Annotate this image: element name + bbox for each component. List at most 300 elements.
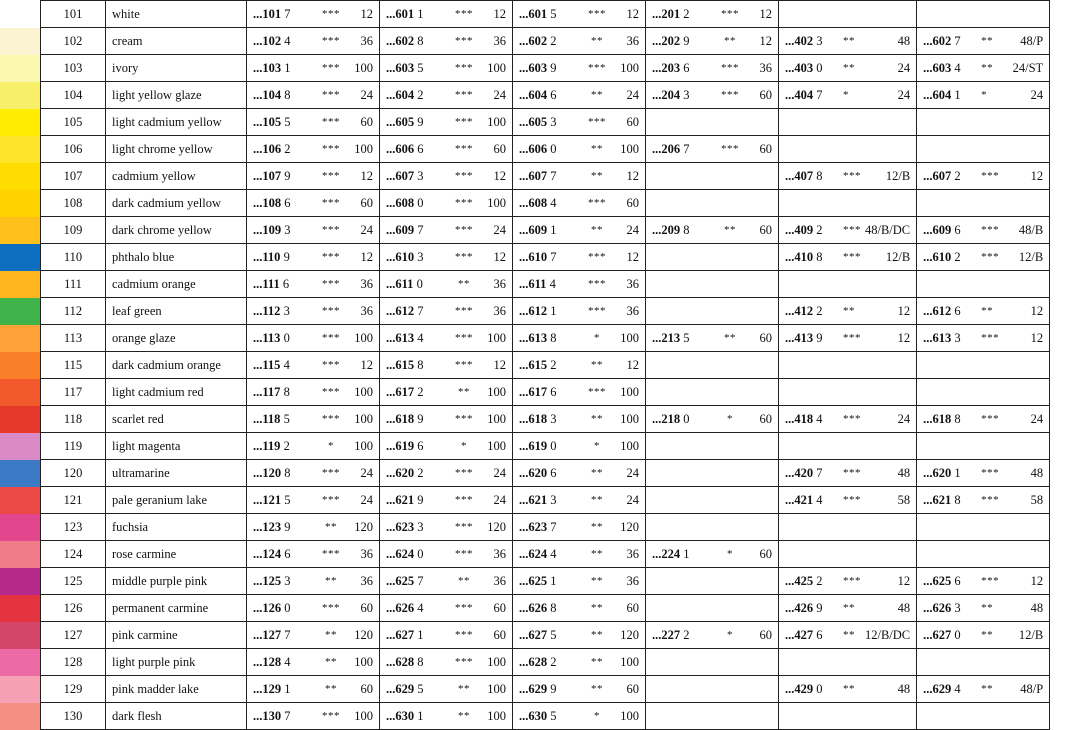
color-number: 111 xyxy=(41,271,106,298)
product-code: ...108 6 xyxy=(253,195,291,210)
product-code-entry xyxy=(917,622,1049,648)
color-name: cadmium orange xyxy=(106,271,247,298)
product-code: ...629 9 xyxy=(519,681,557,696)
product-code-entry xyxy=(380,136,512,162)
product-code-cell xyxy=(646,190,779,217)
pack-size: 12 xyxy=(626,357,639,372)
color-number: 123 xyxy=(41,514,106,541)
product-code-entry xyxy=(779,298,916,324)
pack-size: 12 xyxy=(360,357,373,372)
product-code: ...120 8 xyxy=(253,465,291,480)
product-code-cell xyxy=(247,352,380,379)
product-code-entry xyxy=(380,676,512,702)
product-code-cell xyxy=(513,271,646,298)
lightfastness-rating: * xyxy=(328,440,334,452)
product-code: ...626 3 xyxy=(923,600,961,615)
lightfastness-rating: ** xyxy=(591,575,603,587)
product-code-cell xyxy=(779,109,917,136)
lightfastness-rating: *** xyxy=(322,386,340,398)
table-row xyxy=(0,217,1050,244)
product-code-entry xyxy=(380,352,512,378)
table-row xyxy=(0,109,1050,136)
lightfastness-rating: ** xyxy=(591,467,603,479)
lightfastness-rating: * xyxy=(981,89,988,101)
product-code-cell xyxy=(513,622,646,649)
color-number: 102 xyxy=(41,28,106,55)
lightfastness-rating: * xyxy=(594,440,600,452)
product-code: ...610 3 xyxy=(386,249,424,264)
color-name: dark flesh xyxy=(106,703,247,730)
color-number: 117 xyxy=(41,379,106,406)
pack-size: 24 xyxy=(626,492,639,507)
table-row xyxy=(0,1,1050,28)
color-name: dark cadmium orange xyxy=(106,352,247,379)
product-code-cell xyxy=(917,460,1050,487)
product-code: ...610 2 xyxy=(923,249,961,264)
product-code-cell xyxy=(646,676,779,703)
pack-size: 48 xyxy=(897,600,911,615)
product-code: ...612 6 xyxy=(923,303,961,318)
pack-size: 24 xyxy=(360,87,373,102)
product-code: ...213 5 xyxy=(652,330,690,345)
pack-size: 12 xyxy=(626,249,639,264)
color-number: 128 xyxy=(41,649,106,676)
product-code-cell xyxy=(917,541,1050,568)
lightfastness-rating: ** xyxy=(591,494,603,506)
product-code-cell xyxy=(247,595,380,622)
product-code-entry xyxy=(779,82,916,108)
pack-size: 48 xyxy=(897,33,911,48)
lightfastness-rating: ** xyxy=(458,278,470,290)
product-code: ...608 0 xyxy=(386,195,424,210)
product-code-cell xyxy=(513,55,646,82)
product-code: ...402 3 xyxy=(785,33,823,48)
product-code-entry xyxy=(247,460,379,486)
product-code-cell xyxy=(513,28,646,55)
color-name: light purple pink xyxy=(106,649,247,676)
color-name: light magenta xyxy=(106,433,247,460)
product-code-entry xyxy=(917,28,1049,54)
product-code: ...126 0 xyxy=(253,600,291,615)
product-code: ...621 9 xyxy=(386,492,424,507)
product-code: ...129 1 xyxy=(253,681,291,696)
lightfastness-rating: *** xyxy=(322,251,340,263)
product-code-cell xyxy=(779,703,917,730)
pack-size: 100 xyxy=(620,708,639,723)
product-code-cell xyxy=(513,460,646,487)
product-code-entry xyxy=(247,676,379,702)
product-code-cell xyxy=(646,649,779,676)
pack-size: 60 xyxy=(759,546,772,561)
pack-size: 60 xyxy=(493,600,506,615)
table-row xyxy=(0,190,1050,217)
product-code-cell xyxy=(779,136,917,163)
product-code-entry xyxy=(917,595,1049,621)
pack-size: 48/P xyxy=(1020,681,1044,696)
product-code-cell xyxy=(646,541,779,568)
pack-size: 100 xyxy=(620,384,639,399)
product-code-cell xyxy=(513,325,646,352)
product-code: ...613 3 xyxy=(923,330,961,345)
product-code: ...102 4 xyxy=(253,33,291,48)
product-code-entry xyxy=(247,568,379,594)
product-code-entry xyxy=(646,541,778,567)
color-swatch xyxy=(0,55,41,82)
table-row xyxy=(0,676,1050,703)
lightfastness-rating: *** xyxy=(322,305,340,317)
product-code-cell xyxy=(646,136,779,163)
product-code: ...607 7 xyxy=(519,168,557,183)
pack-size: 60 xyxy=(759,330,772,345)
product-code: ...218 0 xyxy=(652,411,690,426)
product-code: ...606 6 xyxy=(386,141,424,156)
pack-size: 36 xyxy=(626,303,639,318)
product-code-cell xyxy=(779,244,917,271)
product-code-entry xyxy=(247,325,379,351)
table-row xyxy=(0,379,1050,406)
lightfastness-rating: *** xyxy=(843,332,861,344)
product-code-cell xyxy=(513,217,646,244)
product-code-cell xyxy=(917,568,1050,595)
lightfastness-rating: *** xyxy=(322,116,340,128)
product-code-cell xyxy=(513,406,646,433)
lightfastness-rating: *** xyxy=(981,170,1000,182)
pack-size: 48 xyxy=(897,465,911,480)
product-code-entry xyxy=(247,433,379,459)
product-code-cell xyxy=(247,703,380,730)
product-code-cell xyxy=(513,1,646,28)
lightfastness-rating: *** xyxy=(322,8,340,20)
product-code: ...613 4 xyxy=(386,330,424,345)
product-code-cell xyxy=(247,433,380,460)
color-number: 105 xyxy=(41,109,106,136)
lightfastness-rating: *** xyxy=(455,197,473,209)
product-code-cell xyxy=(779,217,917,244)
product-code: ...617 6 xyxy=(519,384,557,399)
product-code: ...603 5 xyxy=(386,60,424,75)
color-swatch xyxy=(0,703,41,730)
product-code-cell xyxy=(513,568,646,595)
table-row xyxy=(0,514,1050,541)
product-code-entry xyxy=(513,298,645,324)
table-row xyxy=(0,622,1050,649)
product-code-entry xyxy=(917,217,1049,243)
product-code: ...627 5 xyxy=(519,627,557,642)
product-code-cell xyxy=(779,379,917,406)
product-code-cell xyxy=(779,406,917,433)
lightfastness-rating: ** xyxy=(458,386,470,398)
product-code: ...206 7 xyxy=(652,141,690,156)
color-number: 126 xyxy=(41,595,106,622)
product-code-cell xyxy=(917,244,1050,271)
product-code-cell xyxy=(380,460,513,487)
pack-size: 36 xyxy=(493,33,506,48)
color-number: 119 xyxy=(41,433,106,460)
pack-size: 36 xyxy=(360,303,373,318)
product-code-cell xyxy=(513,541,646,568)
product-code-cell xyxy=(646,406,779,433)
product-code-entry xyxy=(917,244,1049,270)
product-code-cell xyxy=(646,595,779,622)
product-code-entry xyxy=(380,595,512,621)
product-code: ...621 8 xyxy=(923,492,961,507)
pack-size: 24 xyxy=(360,222,373,237)
lightfastness-rating: ** xyxy=(843,629,855,641)
product-code-cell xyxy=(917,1,1050,28)
product-code: ...615 8 xyxy=(386,357,424,372)
product-code-cell xyxy=(917,676,1050,703)
color-swatch xyxy=(0,109,41,136)
table-row xyxy=(0,649,1050,676)
lightfastness-rating: * xyxy=(461,440,467,452)
lightfastness-rating: *** xyxy=(455,89,473,101)
product-code-entry xyxy=(646,136,778,162)
product-code-entry xyxy=(646,82,778,108)
pack-size: 60 xyxy=(759,411,772,426)
product-code: ...619 0 xyxy=(519,438,557,453)
product-code-cell xyxy=(646,352,779,379)
pack-size: 60 xyxy=(360,681,373,696)
product-code: ...623 7 xyxy=(519,519,557,534)
pack-size: 36 xyxy=(759,60,772,75)
product-code-cell xyxy=(917,406,1050,433)
product-code-entry xyxy=(779,568,916,594)
product-code-entry xyxy=(779,325,916,351)
product-code: ...607 3 xyxy=(386,168,424,183)
color-name: pale geranium lake xyxy=(106,487,247,514)
pack-size: 24 xyxy=(493,87,506,102)
color-swatch xyxy=(0,1,41,28)
product-code-entry xyxy=(380,568,512,594)
product-code: ...103 1 xyxy=(253,60,291,75)
product-code: ...623 3 xyxy=(386,519,424,534)
table-row xyxy=(0,82,1050,109)
product-code-entry xyxy=(380,1,512,27)
product-code-entry xyxy=(917,676,1049,702)
product-code: ...617 2 xyxy=(386,384,424,399)
pack-size: 58 xyxy=(897,492,911,507)
lightfastness-rating: ** xyxy=(458,683,470,695)
product-code-entry xyxy=(513,271,645,297)
product-code-cell xyxy=(917,136,1050,163)
pack-size: 60 xyxy=(493,627,506,642)
pack-size: 100 xyxy=(487,114,506,129)
color-name: light yellow glaze xyxy=(106,82,247,109)
product-code: ...618 8 xyxy=(923,411,961,426)
product-code-cell xyxy=(247,190,380,217)
product-code-entry xyxy=(247,55,379,81)
lightfastness-rating: * xyxy=(727,413,733,425)
color-swatch xyxy=(0,298,41,325)
product-code-cell xyxy=(917,298,1050,325)
color-swatch xyxy=(0,190,41,217)
product-code-cell xyxy=(380,325,513,352)
pack-size: 60 xyxy=(759,141,772,156)
color-swatch xyxy=(0,541,41,568)
product-code: ...104 8 xyxy=(253,87,291,102)
product-code: ...111 6 xyxy=(253,276,290,291)
product-code-cell xyxy=(513,676,646,703)
lightfastness-rating: *** xyxy=(721,8,739,20)
product-code: ...606 0 xyxy=(519,141,557,156)
product-code-entry xyxy=(917,82,1049,108)
product-code: ...117 8 xyxy=(253,384,290,399)
color-swatch xyxy=(0,514,41,541)
lightfastness-rating: *** xyxy=(322,710,340,722)
color-number: 127 xyxy=(41,622,106,649)
color-swatch xyxy=(0,28,41,55)
product-code: ...101 7 xyxy=(253,6,291,21)
lightfastness-rating: *** xyxy=(455,548,473,560)
color-name: white xyxy=(106,1,247,28)
product-code-entry xyxy=(380,703,512,729)
product-code-entry xyxy=(380,487,512,513)
product-code-entry xyxy=(779,595,916,621)
color-swatch xyxy=(0,568,41,595)
product-code: ...626 4 xyxy=(386,600,424,615)
lightfastness-rating: *** xyxy=(322,143,340,155)
color-swatch xyxy=(0,595,41,622)
product-code: ...619 6 xyxy=(386,438,424,453)
lightfastness-rating: ** xyxy=(843,62,855,74)
lightfastness-rating: ** xyxy=(981,62,994,74)
lightfastness-rating: *** xyxy=(455,521,473,533)
product-code: ...629 4 xyxy=(923,681,961,696)
product-code-cell xyxy=(380,595,513,622)
product-code-entry xyxy=(247,244,379,270)
lightfastness-rating: ** xyxy=(591,548,603,560)
product-code: ...429 0 xyxy=(785,681,823,696)
pack-size: 48/B/DC xyxy=(865,222,911,237)
lightfastness-rating: *** xyxy=(455,116,473,128)
product-code-cell xyxy=(646,55,779,82)
product-code: ...604 2 xyxy=(386,87,424,102)
product-code-cell xyxy=(779,568,917,595)
product-code: ...608 4 xyxy=(519,195,557,210)
product-code-cell xyxy=(247,163,380,190)
product-code-entry xyxy=(380,109,512,135)
product-code-cell xyxy=(779,595,917,622)
lightfastness-rating: *** xyxy=(455,170,473,182)
product-code-cell xyxy=(779,82,917,109)
lightfastness-rating: ** xyxy=(843,35,855,47)
product-code-cell xyxy=(779,487,917,514)
color-name: leaf green xyxy=(106,298,247,325)
product-code: ...624 0 xyxy=(386,546,424,561)
product-code: ...611 4 xyxy=(519,276,556,291)
lightfastness-rating: ** xyxy=(843,602,855,614)
product-code-entry xyxy=(779,622,916,648)
product-code: ...413 9 xyxy=(785,330,823,345)
product-code: ...601 5 xyxy=(519,6,557,21)
product-code-cell xyxy=(779,541,917,568)
lightfastness-rating: *** xyxy=(322,467,340,479)
product-code-cell xyxy=(247,82,380,109)
color-swatch xyxy=(0,136,41,163)
product-code-cell xyxy=(513,109,646,136)
product-code: ...625 1 xyxy=(519,573,557,588)
color-swatch xyxy=(0,244,41,271)
product-code-entry xyxy=(646,55,778,81)
pack-size: 60 xyxy=(626,195,639,210)
product-code: ...203 6 xyxy=(652,60,690,75)
product-code-cell xyxy=(646,163,779,190)
lightfastness-rating: ** xyxy=(325,683,337,695)
pack-size: 100 xyxy=(354,654,373,669)
product-code-entry xyxy=(646,1,778,27)
product-code-cell xyxy=(779,271,917,298)
pack-size: 100 xyxy=(354,411,373,426)
product-code: ...418 4 xyxy=(785,411,823,426)
product-code: ...609 1 xyxy=(519,222,557,237)
pack-size: 100 xyxy=(487,411,506,426)
product-code-entry xyxy=(247,136,379,162)
product-code-cell xyxy=(779,676,917,703)
pack-size: 12/B xyxy=(1018,249,1044,264)
product-code-cell xyxy=(247,676,380,703)
table-row xyxy=(0,325,1050,352)
product-code-entry xyxy=(247,217,379,243)
pack-size: 60 xyxy=(626,681,639,696)
pack-size: 24/ST xyxy=(1012,60,1044,75)
pack-size: 100 xyxy=(354,141,373,156)
color-name: ultramarine xyxy=(106,460,247,487)
pack-size: 12/B xyxy=(885,168,911,183)
pack-size: 24 xyxy=(493,465,506,480)
product-code-cell xyxy=(917,325,1050,352)
product-code-cell xyxy=(917,28,1050,55)
product-code-entry xyxy=(917,325,1049,351)
product-code-entry xyxy=(380,622,512,648)
product-code-entry xyxy=(513,55,645,81)
product-code-entry xyxy=(513,676,645,702)
color-number: 110 xyxy=(41,244,106,271)
product-code: ...113 0 xyxy=(253,330,290,345)
product-code-cell xyxy=(380,433,513,460)
pack-size: 36 xyxy=(626,573,639,588)
product-code: ...601 1 xyxy=(386,6,424,21)
color-name: pink madder lake xyxy=(106,676,247,703)
pack-size: 12 xyxy=(1030,573,1044,588)
product-code: ...621 3 xyxy=(519,492,557,507)
product-code: ...630 1 xyxy=(386,708,424,723)
product-code-entry xyxy=(513,379,645,405)
product-code-entry xyxy=(380,55,512,81)
lightfastness-rating: ** xyxy=(591,521,603,533)
product-code-entry xyxy=(779,460,916,486)
product-code: ...625 6 xyxy=(923,573,961,588)
lightfastness-rating: *** xyxy=(981,332,1000,344)
lightfastness-rating: ** xyxy=(724,332,736,344)
product-code-cell xyxy=(380,217,513,244)
product-code-entry xyxy=(380,514,512,540)
pack-size: 12 xyxy=(626,168,639,183)
pack-size: 120 xyxy=(354,627,373,642)
product-code-entry xyxy=(646,406,778,432)
product-code-cell xyxy=(380,244,513,271)
product-code: ...407 8 xyxy=(785,168,823,183)
product-code-entry xyxy=(247,109,379,135)
pack-size: 36 xyxy=(493,546,506,561)
product-code-cell xyxy=(646,568,779,595)
lightfastness-rating: *** xyxy=(322,494,340,506)
pack-size: 36 xyxy=(360,546,373,561)
color-number: 108 xyxy=(41,190,106,217)
pack-size: 48 xyxy=(1030,465,1044,480)
lightfastness-rating: ** xyxy=(591,359,603,371)
pack-size: 100 xyxy=(354,384,373,399)
lightfastness-rating: ** xyxy=(458,575,470,587)
